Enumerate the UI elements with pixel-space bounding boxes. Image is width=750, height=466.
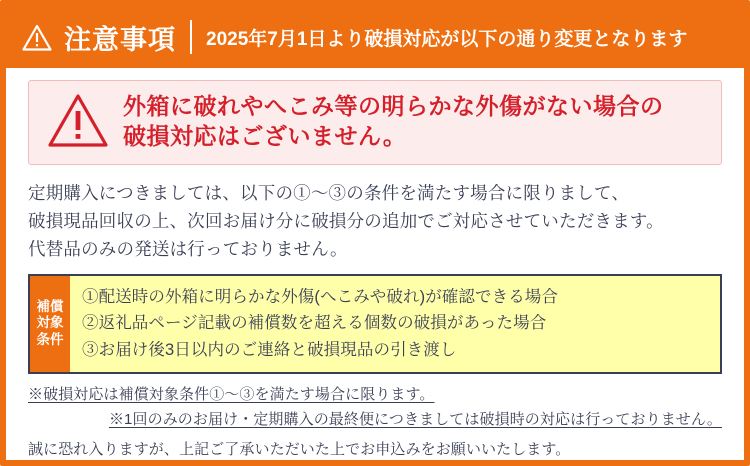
alert-text — [123, 91, 664, 152]
closing-text: 誠に恐れ入りますが、上記ご了承いただいた上でお申込みをお願いいたします。 — [28, 440, 571, 458]
note-secondary: ※1回のみのお届け・定期購入の最終便につきましては破損時の対応は行っておりません。 — [108, 411, 722, 429]
note-primary: ※破損対応は補償対象条件①〜③を満たす場合に限ります。 — [28, 385, 435, 403]
intro-line-2: 破損現品回収の上、次回お届け分に破損分の追加でご対応させていただきます。 — [28, 211, 664, 232]
conditions-box — [28, 274, 722, 374]
warning-triangle-icon — [22, 24, 52, 51]
list-item: ③お届け後3日以内のご連絡と破損現品の引き渡し — [82, 341, 457, 360]
notice-title: 注意事項 — [64, 24, 176, 55]
list-item: ②返礼品ページ記載の補償数を超える個数の破損があった場合 — [82, 314, 547, 333]
notice-body — [6, 68, 744, 459]
conditions-label: 補償対象条件 — [30, 276, 70, 372]
warning-triangle-icon — [47, 93, 109, 149]
conditions-list — [70, 276, 720, 372]
intro-line-1: 定期購入につきましては、以下の①〜③の条件を満たす場合に限りまして、 — [28, 182, 630, 203]
intro-paragraph — [28, 179, 722, 264]
list-item: ①配送時の外箱に明らかな外傷(へこみや破れ)が確認できる場合 — [82, 287, 558, 306]
alert-line-1: 外箱に破れやへこみ等の明らかな外傷がない場合の — [123, 93, 664, 119]
alert-box — [28, 80, 722, 165]
header-divider — [190, 20, 192, 54]
notice-subtitle: 2025年7月1日より破損対応が以下の通り変更となります — [206, 28, 688, 50]
alert-line-2: 破損対応はございません。 — [123, 123, 407, 150]
notice-header — [6, 6, 744, 68]
intro-line-3: 代替品のみの発送は行っておりません。 — [28, 239, 348, 260]
